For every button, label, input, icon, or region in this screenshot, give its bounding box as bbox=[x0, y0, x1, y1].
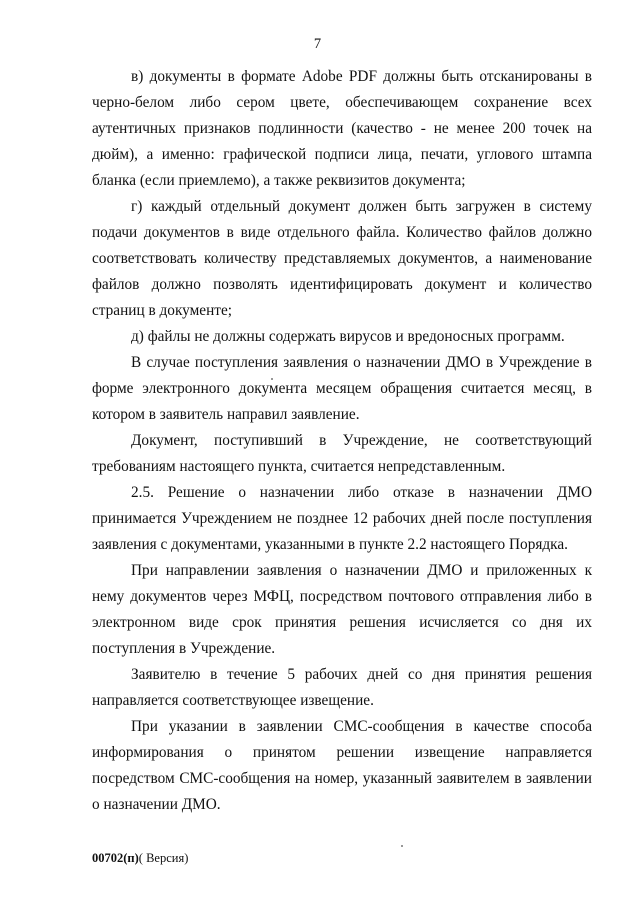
paragraph-decision-term-mfc: При направлении заявления о назначении ДМО и приложенных к нему документов через МФЦ, посредством почтового отправления либо в электронном виде срок принятия решения исчисляется со дня их поступления в Учреждение. bbox=[92, 562, 592, 657]
paragraph-notification: Заявителю в течение 5 рабочих дней со дня принятия решения направляется соответствующее извещение. bbox=[92, 666, 592, 709]
paragraph-sms-notification: При указании в заявлении СМС-сообщения в качестве способа информирования о принятом решении извещение направляется посредством СМС-сообщения на номер, указанный заявителем в заявлении о назначении ДМО. bbox=[92, 718, 592, 813]
paragraph-pdf-scan-requirements: в) документы в формате Adobe PDF должны быть отсканированы в черно-белом либо сером цвете, обеспечивающем сохранение всех аутентичных признаков подлинности (качество - не менее 200 точек на дюйм), а именно: графической подписи лица, печати, углового штампа бланка (если приемлемо), а также реквизитов документа; bbox=[92, 68, 592, 189]
page-number: 7 bbox=[313, 36, 322, 52]
paragraph-non-compliant-document: Документ, поступивший в Учреждение, не соответствующий требованиям настоящего пункта, считается непредставленным. bbox=[92, 432, 592, 475]
paragraph-month-of-request: В случае поступления заявления о назначении ДМО в Учреждение в форме электронного документа месяцем обращения считается месяц, в котором в заявитель направил заявление. bbox=[92, 354, 592, 423]
form-code: 00702(п) bbox=[92, 851, 139, 865]
paragraph-separate-file-requirements: г) каждый отдельный документ должен быть загружен в систему подачи документов в виде отдельного файла. Количество файлов должно соответствовать количеству представляемых документов, а наименование файлов должно позволять идентифицировать документ и количество страниц в документе; bbox=[92, 198, 592, 319]
scan-speck bbox=[401, 845, 403, 847]
footer-form-code bbox=[92, 851, 188, 866]
paragraph-decision-deadline: 2.5. Решение о назначении либо отказе в назначении ДМО принимается Учреждением не позднее 12 рабочих дней после поступления заявления с документами, указанными в пункте 2.2 настоящего Порядка. bbox=[92, 484, 592, 553]
document-body bbox=[92, 64, 592, 818]
paragraph-no-viruses: д) файлы не должны содержать вирусов и вредоносных программ. bbox=[131, 328, 565, 345]
form-version: ( Версия) bbox=[138, 851, 189, 865]
scan-speck bbox=[271, 378, 273, 380]
